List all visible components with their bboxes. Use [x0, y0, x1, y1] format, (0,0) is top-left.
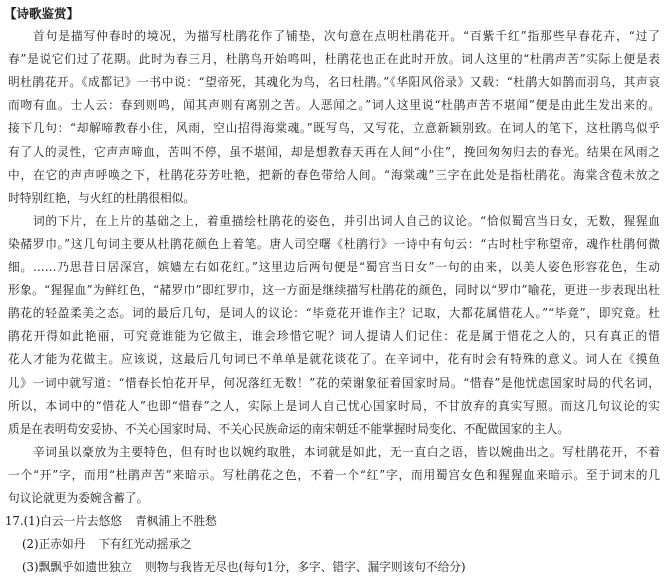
text-line: 形象。“猩猩血”为鲜红色，“赭罗巾”即红罗巾，这一方面是继续描写杜鹃花的颜色，同时以“罗巾”喻花，更进一步表现出杜	[8, 283, 660, 298]
text-line: 首句是描写仲春时的境况，为描写杜鹃花作了铺垫，次句意在点明杜鹃花开。“百紫千红”指那些早春花卉，“过了	[33, 29, 660, 44]
text-line: 辛词虽以豪放为主要特色，但有时也以婉约取胜，本词就是如此，无一直白之语，皆以婉曲出之。写杜鹃花开，不着	[33, 444, 660, 459]
question-number: 17.	[5, 514, 24, 529]
text-line: 句议论就更为委婉含蓄了。	[8, 490, 149, 505]
answer-part: 飘飘乎如遗世独立	[38, 560, 133, 575]
answer-part: 青枫浦上不胜愁	[134, 514, 217, 529]
answer-part: 正赤如丹	[38, 537, 86, 552]
text-line: 染赭罗巾。”这几句词主要从杜鹃花颜色上着笔。唐人司空曙《杜鹃行》一诗中有句云：“古时杜宇称望帝，魂作杜鹃何微	[8, 236, 660, 251]
paragraph-1	[8, 25, 660, 210]
text-line: 所以，本词中的“惜花人”也即“惜春”之人，实际上是词人自己忧心国家时局，不甘放弃的真实写照。而这几句议论的实	[8, 398, 660, 413]
question-17-answers	[5, 510, 660, 579]
text-line: 词的下片，在上片的基础之上，着重描绘杜鹃花的姿色，并引出词人自己的议论。“恰似蜀宫当日女，无数，猩猩血	[33, 213, 660, 228]
answer-part: 下有红光动摇承之	[98, 537, 192, 552]
text-line: 有了人的灵性，它声声啼血，苦叫不停，虽不堪闻，却是想教春天再在人间“小住”，挽回匆匆归去的春光。结果在风雨之	[8, 144, 660, 159]
text-line: 细。……乃思昔日居深宫，嫔嫱左右如花红。”这里边后两句便是“蜀宫当日女”一句的由来，以美人姿色形容花色，生动	[8, 260, 660, 275]
text-line: 质是在表明苟安妥协、不关心国家时局、不关心民族命运的南宋朝廷不能掌握时局变化、不配做国家的主人。	[8, 421, 570, 436]
paragraph-2	[8, 210, 660, 441]
text-line: 接下几句：“却解啼教春小住，风雨，空山招得海棠魂。”既写鸟，又写花，立意新颖别致。在词人的笔下，这杜鹃鸟似乎	[8, 121, 660, 136]
text-line: 花人才能为花做主。应该说，这最后几句词已不单单是就花谈花了。在辛词中，花有时会有特殊的意义。词人在《摸鱼	[8, 352, 660, 367]
text-line: 春”是说它们过了花期。此时为春三月，杜鹃鸟开始鸣叫，杜鹃花也正在此时开放。词人这里的“杜鹃声苦”实际上便是表	[8, 52, 660, 67]
text-line: 一个“开”字，而用“杜鹃声苦”来暗示。写杜鹃花之色，不着一个“红”字，而用蜀宫女色和猩猩血来暗示。至于词末的几	[8, 467, 660, 482]
text-line: 中，在它的声声呼唤之下，杜鹃花芬芳吐艳，把新的春色带给人间。“海棠魂”三字在此处是指杜鹃花。海棠含苞未放之	[8, 167, 660, 182]
text-line: 鹃花的轻盈柔美之态。词的最后几句，是词人的议论：“毕竟花开谁作主？记取，大都花属惜花人。”“毕竟”，即究竟。杜	[8, 306, 660, 321]
section-heading: 【诗歌鉴赏】	[4, 6, 80, 21]
answer-item-2	[5, 533, 660, 556]
scoring-note: (每句1分，多字、错字、漏字则该句不给分)	[238, 560, 466, 575]
answer-item-1	[5, 510, 660, 533]
answer-label: (3)	[22, 560, 39, 575]
answer-label: (1)	[23, 514, 41, 529]
answer-item-3	[5, 556, 660, 579]
answer-label: (2)	[22, 537, 39, 552]
text-line: 时特别红艳，与火红的杜鹃很相似。	[8, 190, 196, 205]
text-line: 明杜鹃花开。《成都记》一书中说：“望帝死，其魂化为鸟，名曰杜鹃。”《华阳风俗录》又载：“杜鹃大如鹊而羽乌，其声哀	[8, 75, 660, 90]
answer-part: 则物与我皆无尽也	[145, 560, 239, 575]
text-line: 儿》一词中就写道：“惜春长怕花开早，何况落红无数！”花的荣谢象征着国家时局。“惜春”是他忧虑国家时局的代名词，	[8, 375, 660, 390]
paragraph-3	[8, 441, 660, 510]
text-line: 而吻有血。士人云：春到则鸣，闻其声则有离别之苦。人恶闻之。”词人这里说“杜鹃声苦不堪闻”便是由此生发出来的。	[8, 98, 660, 113]
text-line: 鹃花开得如此艳丽，可究竟谁能为它做主，谁会珍惜它呢？词人提请人们记住：花是属于惜花之人的，只有真正的惜	[8, 329, 660, 344]
answer-part: 白云一片去悠悠	[40, 514, 122, 529]
